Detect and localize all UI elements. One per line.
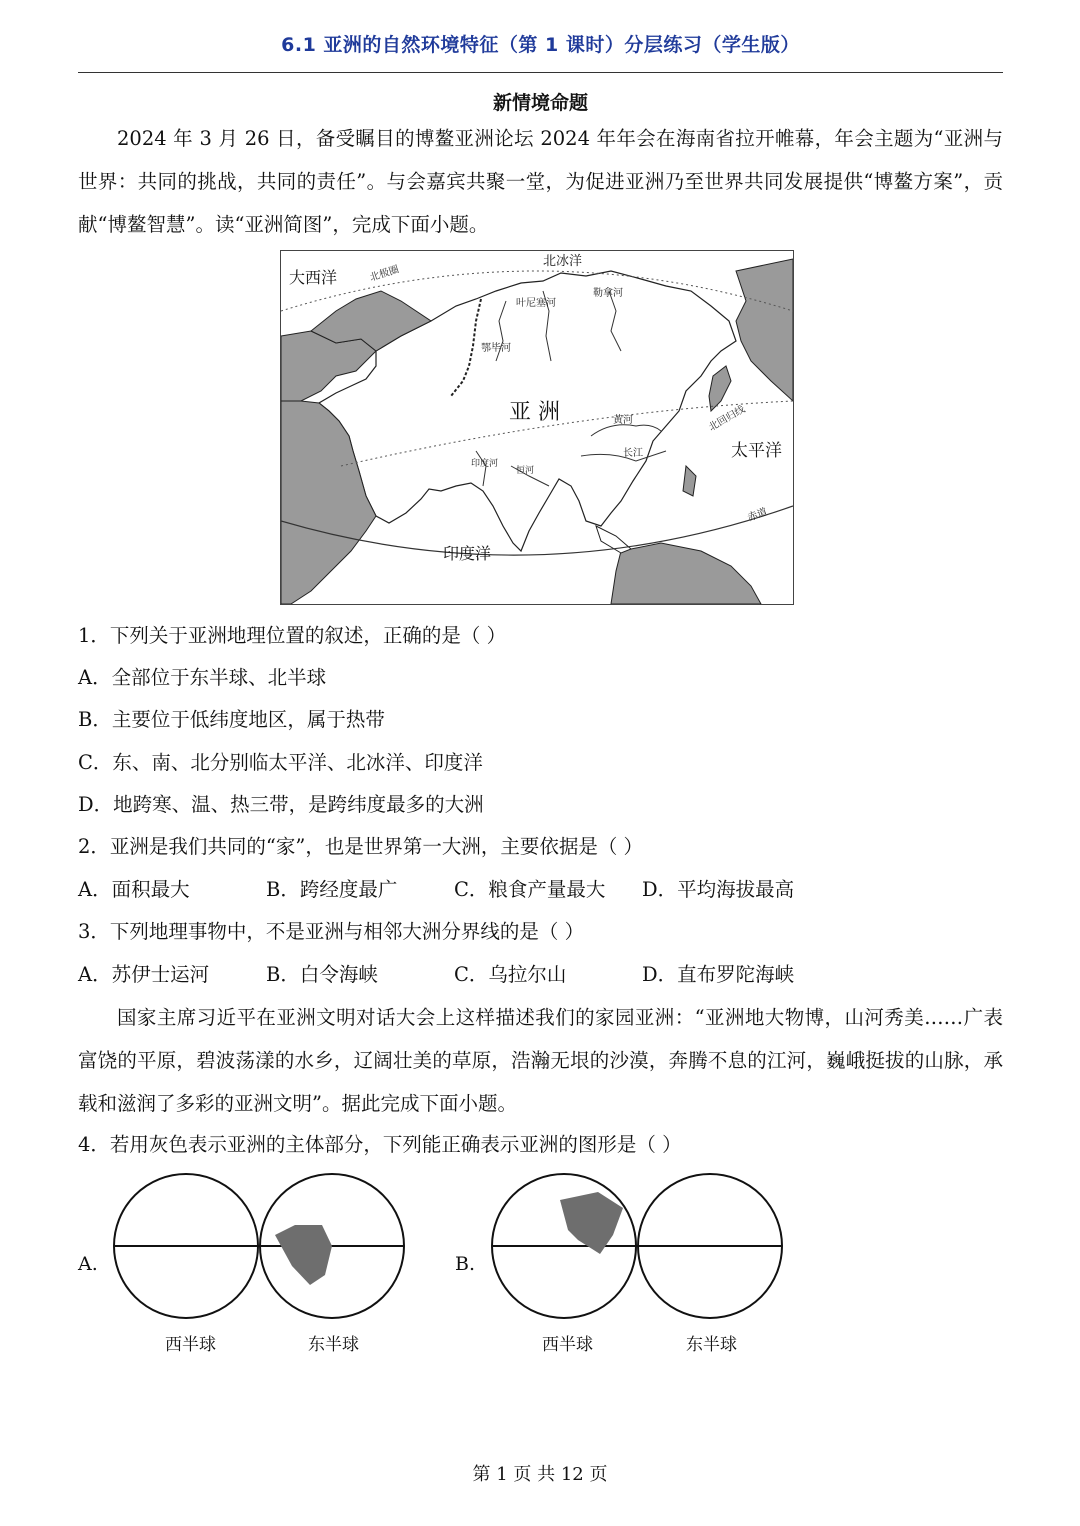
map-label-indian-ocean: 印度洋 xyxy=(443,544,492,563)
map-island-philippines xyxy=(683,466,696,496)
figure-b-east-label: 东半球 xyxy=(686,1335,737,1355)
question-3-stem: 3．下列地理事物中，不是亚洲与相邻大洲分界线的是（ ） xyxy=(78,920,585,943)
question-3-option-d: D．直布罗陀海峡 xyxy=(642,963,795,986)
figure-a-east-label: 东半球 xyxy=(308,1335,359,1355)
asia-map xyxy=(280,250,794,605)
figure-a-west-label: 西半球 xyxy=(165,1335,216,1355)
figure-b-hemispheres xyxy=(488,1170,788,1325)
map-label-ganges: 恒河 xyxy=(516,466,535,476)
question-2-stem: 2．亚洲是我们共同的“家”，也是世界第一大洲，主要依据是（ ） xyxy=(78,835,644,858)
question-1-option-c: C．东、南、北分别临太平洋、北冰洋、印度洋 xyxy=(78,751,483,774)
map-land-north-america xyxy=(736,259,793,401)
question-3-option-c: C．乌拉尔山 xyxy=(454,963,567,986)
figure-b-west-label: 西半球 xyxy=(542,1335,593,1355)
question-2-option-b: B．跨经度最广 xyxy=(266,878,398,901)
map-label-ob: 鄂毕河 xyxy=(481,343,511,354)
passage-boao: 2024 年 3 月 26 日，备受瞩目的博鳌亚洲论坛 2024 年年会在海南省拉开帷幕，年会主题为“亚洲与世界：共同的挑战，共同的责任”。与会嘉宾共聚一堂，为促进亚洲乃至世界共同发展提供“博鳌方案”，贡献“博鳌智慧”。读“亚洲简图”，完成下面小题。 xyxy=(78,127,1003,236)
question-3-option-a: A．苏伊士运河 xyxy=(78,963,210,986)
map-island-japan xyxy=(709,366,731,411)
map-label-atlantic: 大西洋 xyxy=(289,268,338,287)
document-header: 6.1 亚洲的自然环境特征（第 1 课时）分层练习（学生版） xyxy=(281,34,800,56)
map-land-australia xyxy=(611,543,761,604)
question-2-option-c: C．粮食产量最大 xyxy=(454,878,606,901)
map-label-arctic-circle: 北极圈 xyxy=(368,264,401,284)
figure-a-option-label: A. xyxy=(78,1253,98,1275)
question-2-option-a: A．面积最大 xyxy=(78,878,190,901)
section-title: 新情境命题 xyxy=(492,92,588,114)
question-1-option-a: A．全部位于东半球、北半球 xyxy=(78,666,327,689)
map-label-yangtze: 长江 xyxy=(623,448,643,459)
passage-asia-civilization: 国家主席习近平在亚洲文明对话大会上这样描述我们的家园亚洲：“亚洲地大物博，山河秀美……广表富饶的平原，碧波荡漾的水乡，辽阔壮美的草原，浩瀚无垠的沙漠，奔腾不息的江河，巍峨挺拔的山脉，承载和滋润了多彩的亚洲文明”。据此完成下面小题。 xyxy=(78,1006,1003,1115)
question-1-option-b: B．主要位于低纬度地区，属于热带 xyxy=(78,708,385,731)
map-label-yellow-river: 黄河 xyxy=(613,415,633,426)
map-label-pacific: 太平洋 xyxy=(731,441,782,461)
figure-b-option-label: B. xyxy=(455,1253,476,1275)
figure-a-hemispheres xyxy=(110,1170,410,1325)
map-label-equator: 赤道 xyxy=(746,506,769,524)
page-footer: 第 1 页 共 12 页 xyxy=(472,1464,608,1485)
map-label-asia: 亚 洲 xyxy=(509,400,560,425)
asia-map-svg xyxy=(281,251,793,604)
map-label-tropic: 北回归线 xyxy=(707,404,748,434)
question-1-option-d: D．地跨寒、温、热三带，是跨纬度最多的大洲 xyxy=(78,793,484,816)
map-label-yenisei: 叶尼塞河 xyxy=(516,298,556,309)
map-label-indus: 印度河 xyxy=(471,459,499,469)
map-label-lena: 勒拿河 xyxy=(593,288,623,299)
question-1-stem: 1．下列关于亚洲地理位置的叙述，正确的是（ ） xyxy=(78,624,507,647)
question-3-option-b: B．白令海峡 xyxy=(266,963,378,986)
map-label-arctic-ocean: 北冰洋 xyxy=(543,254,583,269)
header-divider xyxy=(78,72,1003,73)
question-4-stem: 4．若用灰色表示亚洲的主体部分，下列能正确表示亚洲的图形是（ ） xyxy=(78,1133,682,1156)
question-2-option-d: D．平均海拔最高 xyxy=(642,878,795,901)
